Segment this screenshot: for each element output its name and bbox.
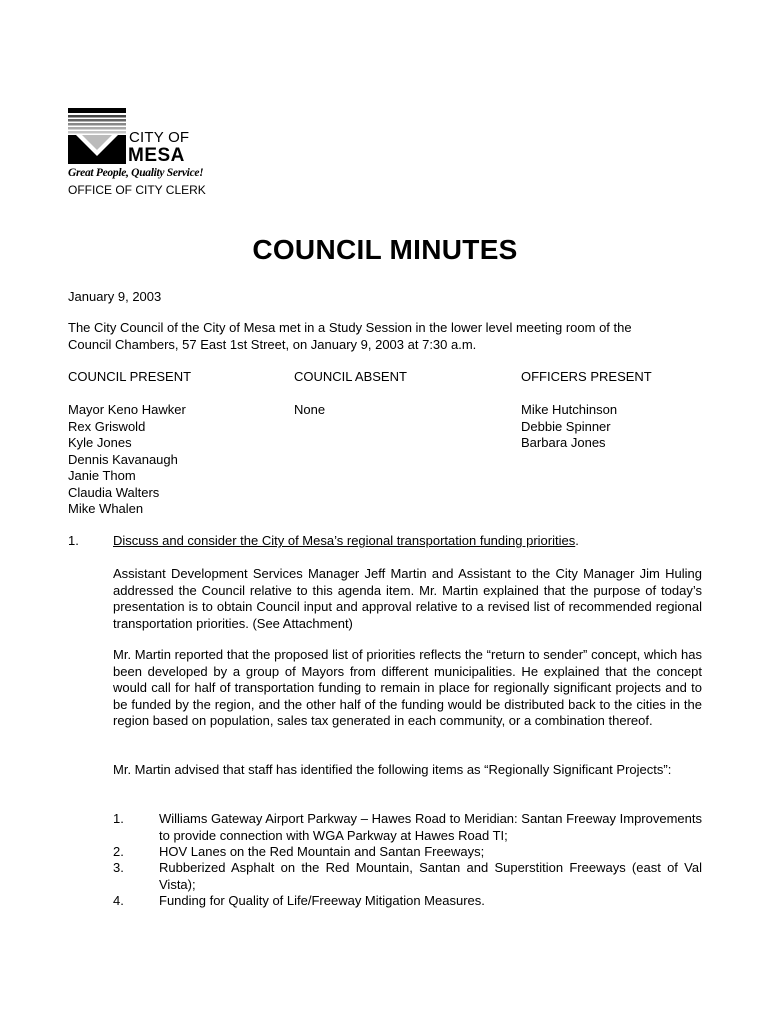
council-present-header: COUNCIL PRESENT — [68, 369, 192, 384]
list-item: None — [294, 402, 326, 417]
meeting-date: January 9, 2003 — [68, 289, 162, 304]
logo-city-of: CITY OF — [129, 129, 190, 146]
project-number: 4. — [113, 893, 124, 908]
list-item: Barbara Jones — [521, 435, 606, 450]
list-item: Kyle Jones — [68, 435, 132, 450]
intro-paragraph: The City Council of the City of Mesa met in a Study Session in the lower level meeting room of the Council Chambers, 57 East 1st Street, on January 9, 2003 at 7:30 a.m. — [68, 320, 632, 352]
item-paragraph-1: Assistant Development Services Manager Jeff Martin and Assistant to the City Manager Jim Huling addressed the Council relative to this agenda item. Mr. Martin explained that the purpose of today’s presentation is to obtain Council input and approval relative to a revised list of recommended regional transportation priorities. (See Attachment) — [113, 566, 702, 631]
project-number: 1. — [113, 811, 124, 826]
list-item: Rex Griswold — [68, 418, 146, 434]
city-of-mesa-logo-mark-icon — [68, 108, 126, 164]
officers-present-list — [521, 402, 617, 452]
project-text: HOV Lanes on the Red Mountain and Santan Freeways; — [159, 844, 485, 859]
list-item: Dennis Kavanaugh — [68, 451, 178, 467]
item-paragraph-3: Mr. Martin advised that staff has identified the following items as “Regionally Significant Projects”: — [113, 762, 672, 777]
item-number: 1. — [68, 533, 79, 548]
list-item: Janie Thom — [68, 468, 136, 483]
item-heading-text: Discuss and consider the City of Mesa’s regional transportation funding priorities — [113, 533, 576, 548]
list-item: Mike Hutchinson — [521, 402, 618, 417]
list-item: Claudia Walters — [68, 484, 160, 500]
office-label: OFFICE OF CITY CLERK — [68, 183, 206, 197]
page-title: COUNCIL MINUTES — [252, 234, 518, 265]
project-text: Williams Gateway Airport Parkway – Hawes Road to Meridian: Santan Freeway Improvements to provide connection with WGA Parkway at Hawes Road TI; — [159, 811, 702, 843]
council-absent-header: COUNCIL ABSENT — [294, 369, 407, 384]
item-paragraph-2: Mr. Martin reported that the proposed list of priorities reflects the “return to sender” concept, which has been developed by a group of Mayors from different municipalities. He explained that the concept would call for half of transportation funding to remain in place for regionally significant projects and to be funded by the region, and the other half of the funding would be distributed back to the cities in the region based on population, sales tax generated in each community, or a combination thereof. — [113, 647, 702, 728]
list-item: Mayor Keno Hawker — [68, 402, 186, 417]
logo-mesa: MESA — [128, 145, 185, 166]
council-absent-list — [294, 402, 325, 419]
item-heading-period: . — [575, 533, 579, 548]
project-text: Rubberized Asphalt on the Red Mountain, Santan and Superstition Freeways (east of Val Vista); — [159, 860, 702, 892]
list-item: Mike Whalen — [68, 501, 144, 516]
item-heading — [113, 533, 579, 550]
council-present-list — [68, 402, 186, 518]
project-text: Funding for Quality of Life/Freeway Mitigation Measures. — [159, 893, 485, 908]
project-number: 2. — [113, 844, 124, 859]
logo-tagline: Great People, Quality Service! — [68, 167, 204, 179]
officers-present-header: OFFICERS PRESENT — [521, 369, 652, 384]
list-item: Debbie Spinner — [521, 418, 611, 434]
project-number: 3. — [113, 860, 124, 875]
